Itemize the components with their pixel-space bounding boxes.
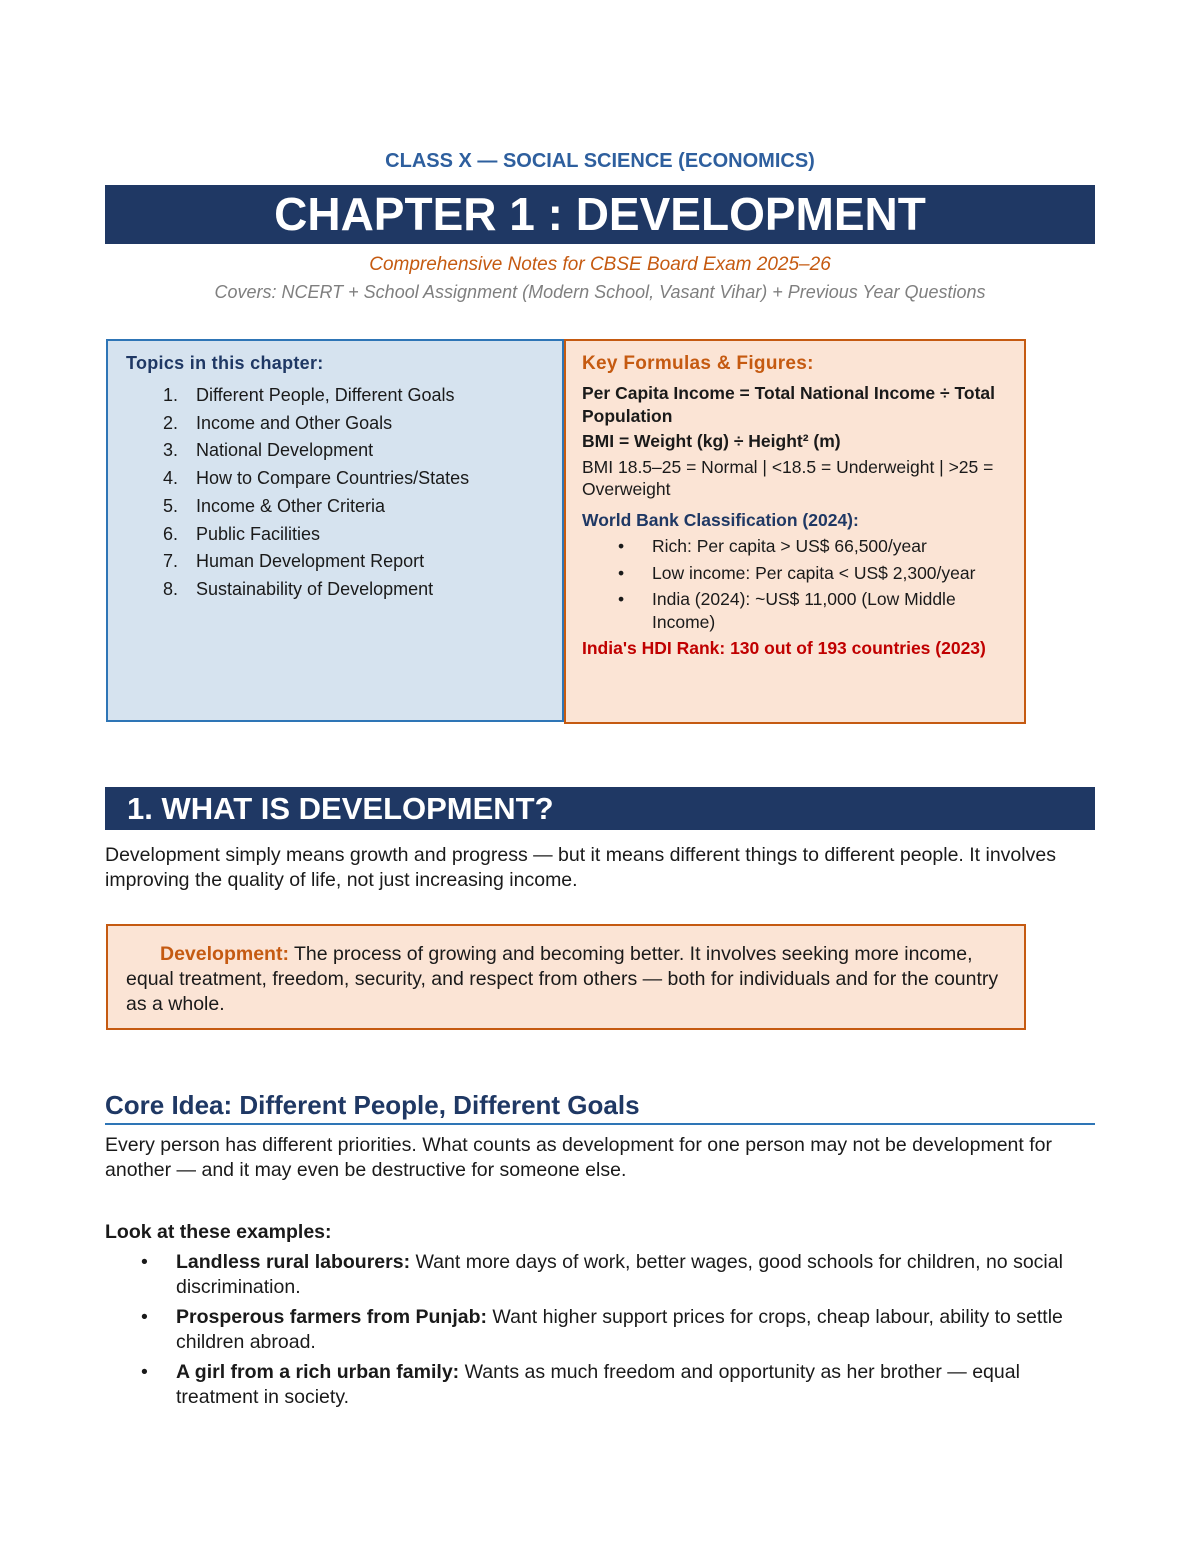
topic-number: 8. [162,578,178,599]
formulas-heading: Key Formulas & Figures: [582,353,814,374]
list-item [126,437,544,465]
core-idea-heading: Core Idea: Different People, Different Goals [105,1090,1095,1125]
world-bank-item: Rich: Per capita > US$ 66,500/year [652,536,927,556]
topic-label: Income & Other Criteria [196,495,386,516]
list-item [582,562,1008,585]
example-term: Prosperous farmers from Punjab: [176,1306,487,1328]
bmi-ranges: BMI 18.5–25 = Normal | <18.5 = Underweight | >25 = Overweight [582,456,994,499]
example-term: Landless rural labourers: [176,1251,411,1273]
example-text: Wants as much freedom and opportunity as her brother — equal treatment in society. [176,1361,1020,1408]
bullet: • [141,1251,148,1273]
section-intro: Development simply means growth and progress — but it means different things to different people. It involves improving the quality of life, not just increasing income. [105,844,1056,891]
topic-number: 2. [162,412,178,433]
topic-number: 7. [162,551,178,572]
topic-label: Income and Other Goals [196,412,393,433]
list-item [126,521,544,549]
definition-box [106,924,1026,1030]
example-term: A girl from a rich urban family: [176,1361,460,1383]
list-item [582,588,1008,633]
topic-number: 3. [162,440,178,461]
formulas-box [564,339,1026,724]
examples-heading: Look at these examples: [105,1221,332,1243]
examples-list [105,1250,1095,1415]
topic-label: Human Development Report [196,551,425,572]
list-item [126,493,544,521]
list-item [105,1360,1095,1410]
topic-number: 5. [162,495,178,516]
world-bank-list [582,535,1008,633]
topics-list [126,382,544,604]
per-capita-formula: Per Capita Income = Total National Income ÷ Total Population [582,383,995,426]
topic-label: Sustainability of Development [196,578,434,599]
list-item [582,535,1008,558]
world-bank-item: India (2024): ~US$ 11,000 (Low Middle Income) [652,589,956,632]
example-text: Want more days of work, better wages, good schools for children, no social discrimination. [176,1251,1063,1298]
list-item [126,548,544,576]
bullet: • [618,589,625,609]
list-item [105,1305,1095,1355]
chapter-title: CHAPTER 1 : DEVELOPMENT [105,185,1095,244]
hdi-rank: India's HDI Rank: 130 out of 193 countries (2023) [582,638,986,658]
topic-label: Different People, Different Goals [196,385,455,405]
bullet: • [618,562,625,583]
topic-label: How to Compare Countries/States [196,468,470,489]
topics-box [106,339,564,722]
world-bank-heading: World Bank Classification (2024): [582,509,859,530]
bullet: • [618,536,625,556]
list-item [126,382,544,410]
list-item [126,576,544,604]
definition-term: Development: [160,943,289,965]
bullet: • [141,1361,148,1383]
bmi-formula: BMI = Weight (kg) ÷ Height² (m) [582,431,841,451]
example-text: Want higher support prices for crops, cheap labour, ability to settle children abroad. [176,1306,1063,1353]
bullet: • [141,1306,148,1328]
topics-heading: Topics in this chapter: [126,353,324,373]
world-bank-item: Low income: Per capita < US$ 2,300/year [652,562,976,583]
definition-text: The process of growing and becoming better. It involves seeking more income, equal treatment, freedom, security, and respect from others — both for individuals and for the country as a whole. [126,943,999,1015]
topic-number: 1. [162,385,178,405]
topic-label: National Development [196,440,374,461]
section-heading: 1. WHAT IS DEVELOPMENT? [105,787,1095,830]
class-subject-line: CLASS X — SOCIAL SCIENCE (ECONOMICS) [385,150,815,172]
list-item [105,1250,1095,1300]
covers-line: Covers: NCERT + School Assignment (Modern School, Vasant Vihar) + Previous Year Questions [214,282,986,302]
topic-label: Public Facilities [196,523,321,544]
topic-number: 6. [162,523,178,544]
core-idea-text: Every person has different priorities. What counts as development for one person may not be development for another — and it may even be destructive for someone else. [105,1134,1052,1181]
topic-number: 4. [162,468,178,489]
list-item [126,465,544,493]
subtitle: Comprehensive Notes for CBSE Board Exam 2025–26 [369,254,831,275]
list-item [126,410,544,438]
